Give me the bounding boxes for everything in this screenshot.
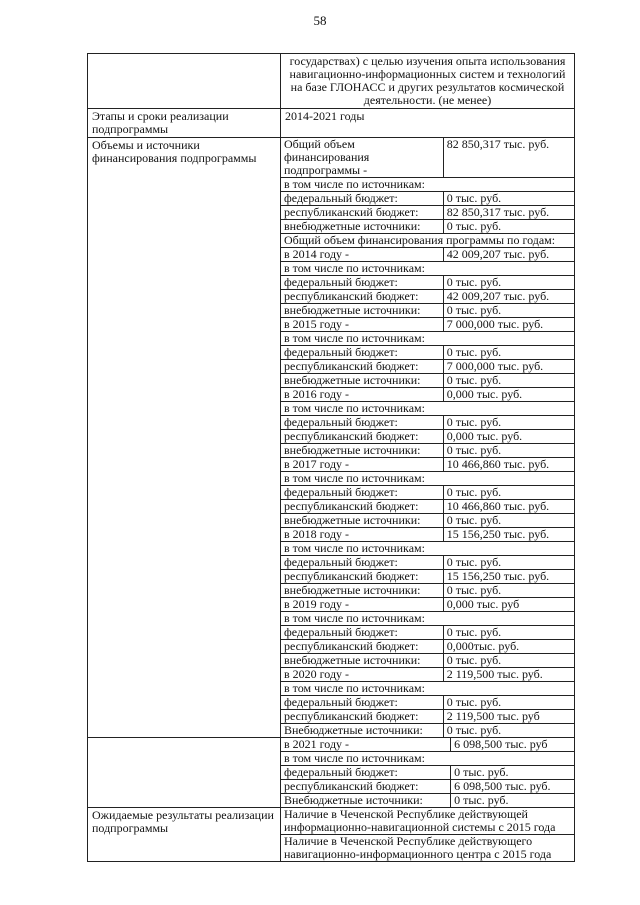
- table-row: [281, 388, 575, 402]
- source-value: 42 009,207 тыс. руб.: [443, 290, 574, 304]
- funding-table: [280, 137, 575, 738]
- year-label: в 2016 году -: [281, 388, 444, 402]
- source-value: 0 тыс. руб.: [451, 766, 575, 780]
- funding-cell: [281, 138, 575, 738]
- year-total: 10 466,860 тыс. руб.: [443, 458, 574, 472]
- by-sources-label: в том числе по источникам:: [281, 262, 575, 276]
- source-name: внебюджетные источники:: [281, 584, 444, 598]
- funding-2021-table: [280, 737, 575, 808]
- year-label: в 2017 году -: [281, 458, 444, 472]
- table-row: [281, 346, 575, 360]
- source-value: 0 тыс. руб.: [443, 654, 574, 668]
- year-total: 0,000 тыс. руб.: [443, 388, 574, 402]
- result-item: Наличие в Чеченской Республике действующей информационно-навигационной системы с 2015 года: [281, 808, 575, 835]
- empty-cell: [88, 54, 281, 109]
- table-row: [281, 514, 575, 528]
- source-value: 10 466,860 тыс. руб.: [443, 500, 574, 514]
- by-sources-label: в том числе по источникам:: [281, 402, 575, 416]
- source-name: Внебюджетные источники:: [281, 794, 451, 808]
- table-row: [281, 598, 575, 612]
- result-item: Наличие в Чеченской Республике действующего навигационно-информационного центра с 2015 года: [281, 835, 575, 862]
- passport-table: [87, 53, 575, 862]
- source-value: 15 156,250 тыс. руб.: [443, 570, 574, 584]
- table-row: [281, 556, 575, 570]
- year-total: 7 000,000 тыс. руб.: [443, 318, 574, 332]
- page-number: 58: [313, 13, 327, 28]
- year-total: 6 098,500 тыс. руб: [451, 738, 575, 752]
- source-name: внебюджетные источники:: [281, 444, 444, 458]
- by-years-label: Общий объем финансирования программы по годам:: [281, 234, 575, 248]
- table-row: [281, 486, 575, 500]
- table-row: [88, 808, 575, 862]
- source-name: республиканский бюджет:: [281, 640, 444, 654]
- source-value: 82 850,317 тыс. руб.: [443, 206, 574, 220]
- table-row: [281, 360, 575, 374]
- by-sources-label: в том числе по источникам:: [281, 752, 575, 766]
- source-value: 0 тыс. руб.: [443, 220, 574, 234]
- table-row: [281, 710, 575, 724]
- table-row: [281, 290, 575, 304]
- source-value: 0 тыс. руб.: [451, 794, 575, 808]
- table-row: [281, 402, 575, 416]
- source-value: 0 тыс. руб.: [443, 304, 574, 318]
- source-value: 0 тыс. руб.: [443, 556, 574, 570]
- source-value: 6 098,500 тыс. руб.: [451, 780, 575, 794]
- source-value: 0 тыс. руб.: [443, 444, 574, 458]
- year-label: в 2021 году -: [281, 738, 451, 752]
- table-row: [281, 696, 575, 710]
- table-row: [281, 458, 575, 472]
- source-value: 0 тыс. руб.: [443, 346, 574, 360]
- year-label: в 2020 году -: [281, 668, 444, 682]
- table-row: [281, 682, 575, 696]
- empty-cell: [88, 738, 281, 808]
- total-value: 82 850,317 тыс. руб.: [443, 138, 574, 178]
- year-total: 15 156,250 тыс. руб.: [443, 528, 574, 542]
- table-row: [88, 54, 575, 109]
- source-name: Внебюджетные источники:: [281, 724, 444, 738]
- source-name: внебюджетные источники:: [281, 374, 444, 388]
- source-name: федеральный бюджет:: [281, 192, 444, 206]
- source-value: 0 тыс. руб.: [443, 626, 574, 640]
- table-row: [88, 138, 575, 738]
- by-sources-label: в том числе по источникам:: [281, 332, 575, 346]
- source-name: федеральный бюджет:: [281, 626, 444, 640]
- table-row: [281, 248, 575, 262]
- source-value: 0 тыс. руб.: [443, 192, 574, 206]
- source-name: республиканский бюджет:: [281, 570, 444, 584]
- table-row: [281, 262, 575, 276]
- table-row: [281, 724, 575, 738]
- table-row: [281, 416, 575, 430]
- source-value: 0 тыс. руб.: [443, 514, 574, 528]
- year-label: в 2019 году -: [281, 598, 444, 612]
- source-value: 7 000,000 тыс. руб.: [443, 360, 574, 374]
- source-value: 0 тыс. руб.: [443, 374, 574, 388]
- results-label: Ожидаемые результаты реализации подпрограммы: [88, 808, 281, 862]
- table-row: [281, 668, 575, 682]
- funding-label: Объемы и источники финансирования подпрограммы: [88, 138, 281, 738]
- table-row: [281, 430, 575, 444]
- year-label: в 2014 году -: [281, 248, 444, 262]
- table-row: [281, 528, 575, 542]
- by-sources-label: в том числе по источникам:: [281, 542, 575, 556]
- source-value: 0,000тыс. руб.: [443, 640, 574, 654]
- source-name: федеральный бюджет:: [281, 276, 444, 290]
- source-value: 0,000 тыс. руб.: [443, 430, 574, 444]
- table-row: [281, 794, 575, 808]
- table-row: [281, 584, 575, 598]
- source-name: федеральный бюджет:: [281, 556, 444, 570]
- source-value: 0 тыс. руб.: [443, 416, 574, 430]
- source-name: федеральный бюджет:: [281, 486, 444, 500]
- year-2021-cell: [281, 738, 575, 808]
- source-name: федеральный бюджет:: [281, 346, 444, 360]
- table-row: [281, 766, 575, 780]
- source-value: 0 тыс. руб.: [443, 584, 574, 598]
- total-label: Общий объем финансирования подпрограммы -: [281, 138, 444, 178]
- table-row: [281, 654, 575, 668]
- source-value: 0 тыс. руб.: [443, 724, 574, 738]
- table-row: [281, 626, 575, 640]
- year-total: 0,000 тыс. руб: [443, 598, 574, 612]
- table-row: [88, 109, 575, 138]
- by-sources-label: в том числе по источникам:: [281, 178, 575, 192]
- source-name: республиканский бюджет:: [281, 780, 451, 794]
- source-value: 0 тыс. руб.: [443, 696, 574, 710]
- table-row: [281, 752, 575, 766]
- source-name: республиканский бюджет:: [281, 360, 444, 374]
- stages-value: 2014-2021 годы: [281, 109, 575, 138]
- table-row: [281, 276, 575, 290]
- source-name: внебюджетные источники:: [281, 654, 444, 668]
- source-name: республиканский бюджет:: [281, 710, 444, 724]
- results-table: [280, 807, 575, 862]
- table-row: [281, 612, 575, 626]
- table-row: [281, 374, 575, 388]
- source-name: республиканский бюджет:: [281, 206, 444, 220]
- stages-label: Этапы и сроки реализации подпрограммы: [88, 109, 281, 138]
- table-row: [281, 780, 575, 794]
- source-value: 0 тыс. руб.: [443, 486, 574, 500]
- year-total: 2 119,500 тыс. руб.: [443, 668, 574, 682]
- source-name: федеральный бюджет:: [281, 416, 444, 430]
- top-text-cell: государствах) с целью изучения опыта использования навигационно-информационных систем и технологий на базе ГЛОНАСС и других результатов космической деятельности. (не менее): [281, 54, 575, 109]
- year-total: 42 009,207 тыс. руб.: [443, 248, 574, 262]
- table-row: [281, 500, 575, 514]
- source-name: внебюджетные источники:: [281, 514, 444, 528]
- source-name: внебюджетные источники:: [281, 304, 444, 318]
- by-sources-label: в том числе по источникам:: [281, 682, 575, 696]
- table-row: [281, 304, 575, 318]
- by-sources-label: в том числе по источникам:: [281, 612, 575, 626]
- source-name: республиканский бюджет:: [281, 500, 444, 514]
- results-cell: [281, 808, 575, 862]
- source-name: республиканский бюджет:: [281, 430, 444, 444]
- table-row: [281, 332, 575, 346]
- table-row: [281, 472, 575, 486]
- source-value: 0 тыс. руб.: [443, 276, 574, 290]
- year-label: в 2015 году -: [281, 318, 444, 332]
- year-label: в 2018 году -: [281, 528, 444, 542]
- table-row: [281, 444, 575, 458]
- table-row: [281, 570, 575, 584]
- by-sources-label: в том числе по источникам:: [281, 472, 575, 486]
- source-name: внебюджетные источники:: [281, 220, 444, 234]
- table-row: [281, 542, 575, 556]
- table-row: [281, 738, 575, 752]
- table-row: [281, 640, 575, 654]
- source-value: 2 119,500 тыс. руб: [443, 710, 574, 724]
- source-name: федеральный бюджет:: [281, 766, 451, 780]
- table-row: [281, 318, 575, 332]
- source-name: республиканский бюджет:: [281, 290, 444, 304]
- source-name: федеральный бюджет:: [281, 696, 444, 710]
- table-row: [88, 738, 575, 808]
